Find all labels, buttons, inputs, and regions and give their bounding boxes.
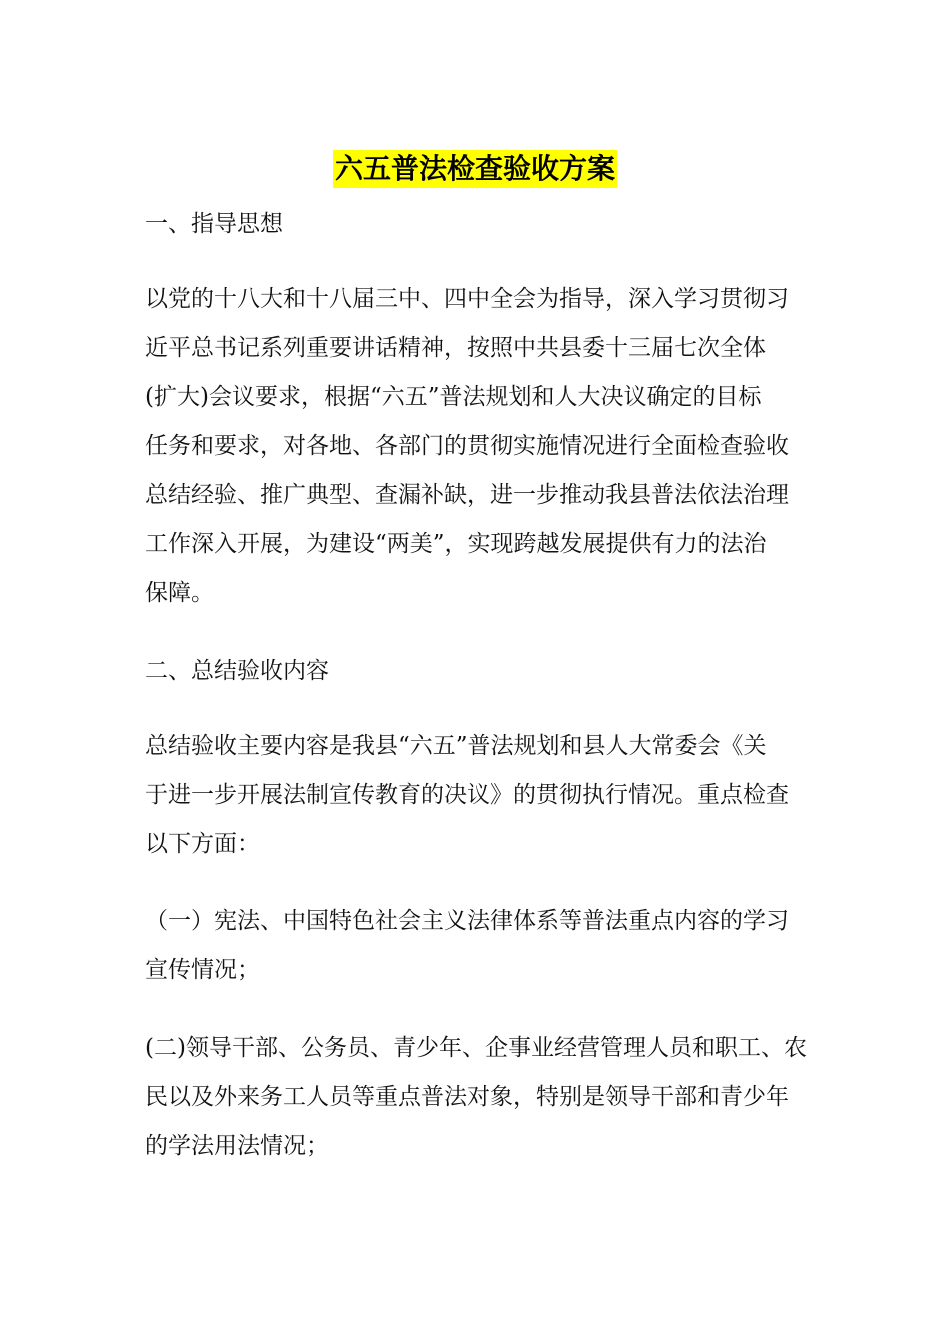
section-heading-guiding-ideology: 一、指导思想 xyxy=(145,211,283,237)
section-heading-review-content: 二、总结验收内容 xyxy=(145,658,329,684)
document-title: 六五普法检查验收方案 xyxy=(333,150,617,188)
paragraph-line: 任务和要求，对各地、各部门的贯彻实施情况进行全面检查验收 xyxy=(145,433,789,459)
paragraph-line: 总结经验、推广典型、查漏补缺，进一步推动我县普法依法治理 xyxy=(145,482,789,508)
paragraph-line: 工作深入开展，为建设“两美”，实现跨越发展提供有力的法治 xyxy=(145,531,767,557)
paragraph-line: 的学法用法情况； xyxy=(145,1133,329,1159)
paragraph-line: 近平总书记系列重要讲话精神，按照中共县委十三届七次全体 xyxy=(145,335,766,361)
paragraph-line: (二)领导干部、公务员、青少年、企事业经营管理人员和职工、农 xyxy=(145,1035,807,1061)
paragraph-line: 于进一步开展法制宣传教育的决议》的贯彻执行情况。重点检查 xyxy=(145,782,789,808)
paragraph-review-intro xyxy=(145,722,810,869)
paragraph-line: (扩大)会议要求，根据“六五”普法规划和人大决议确定的目标 xyxy=(145,384,762,410)
paragraph-line: 民以及外来务工人员等重点普法对象，特别是领导干部和青少年 xyxy=(145,1084,789,1110)
list-item-1 xyxy=(145,897,810,995)
list-item-2 xyxy=(145,1024,810,1171)
paragraph-line: 总结验收主要内容是我县“六五”普法规划和县人大常委会《关 xyxy=(145,733,767,759)
paragraph-line: 以下方面： xyxy=(145,831,260,857)
paragraph-guiding-ideology xyxy=(145,275,810,618)
paragraph-line: 宣传情况； xyxy=(145,957,260,983)
paragraph-line: 保障。 xyxy=(145,580,214,606)
paragraph-line: 以党的十八大和十八届三中、四中全会为指导，深入学习贯彻习 xyxy=(145,286,789,312)
title-wrapper xyxy=(0,150,950,188)
paragraph-line: （一）宪法、中国特色社会主义法律体系等普法重点内容的学习 xyxy=(145,908,789,934)
